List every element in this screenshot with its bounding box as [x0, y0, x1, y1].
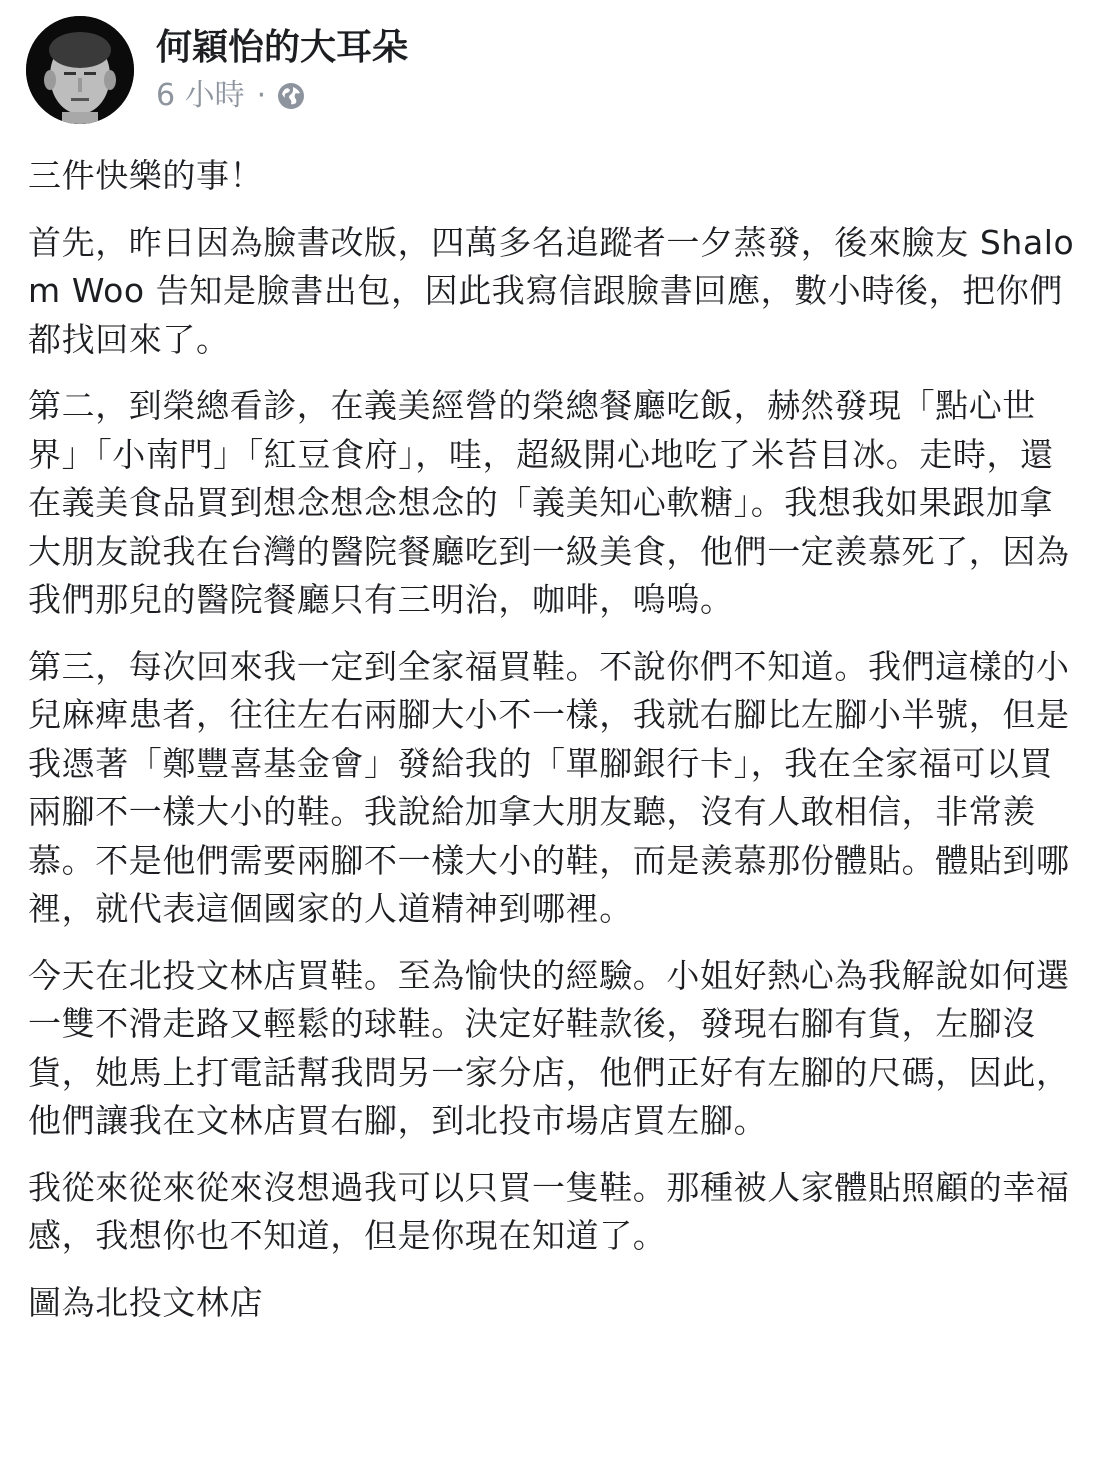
post-time[interactable]: 6 小時 [156, 78, 245, 113]
globe-icon[interactable] [276, 81, 306, 111]
post-meta [156, 76, 306, 116]
post-paragraph-2: 首先，昨日因為臉書改版，四萬多名追蹤者一夕蒸發，後來臉友 Shalom Woo 告知是臉書出包，因此我寫信跟臉書回應，數小時後，把你們都找回來了。 [28, 222, 1075, 359]
post-paragraph-3: 第二，到榮總看診，在義美經營的榮總餐廳吃飯，赫然發現「點心世界」「小南門」「紅豆食府」，哇，超級開心地吃了米苔目冰。走時，還在義美食品買到想念想念想念的「義美知心軟糖」。我想我如果跟加拿大朋友說我在台灣的醫院餐廳吃到一級美食，他們一定羨慕死了，因為我們那兒的醫院餐廳只有三明治，咖啡，嗚嗚。 [28, 386, 1070, 619]
post-paragraph-1: 三件快樂的事！ [28, 156, 264, 195]
post-paragraph-7: 圖為北投文林店 [28, 1282, 264, 1322]
avatar[interactable] [26, 16, 134, 124]
meta-separator: · [256, 78, 267, 113]
post-paragraph-6: 我從來從來從來沒想過我可以只買一隻鞋。那種被人家體貼照顧的幸福感，我想你也不知道，但是你現在知道了。 [28, 1167, 1070, 1255]
post-paragraph-4: 第三，每次回來我一定到全家福買鞋。不說你們不知道。我們這樣的小兒麻痺患者，往往左右兩腳大小不一樣，我就右腳比左腳小半號，但是我憑著「鄭豐喜基金會」發給我的「單腳銀行卡」，我在全家福可以買兩腳不一樣大小的鞋。我說給加拿大朋友聽，沒有人敢相信，非常羨慕。不是他們需要兩腳不一樣大小的鞋，而是羨慕那份體貼。體貼到哪裡，就代表這個國家的人道精神到哪裡。 [28, 646, 1070, 928]
post-body [28, 152, 1084, 1345]
author-name[interactable]: 何穎怡的大耳朵 [156, 27, 409, 68]
post-paragraph-5: 今天在北投文林店買鞋。至為愉快的經驗。小姐好熱心為我解說如何選一雙不滑走路又輕鬆的球鞋。決定好鞋款後，發現右腳有貨，左腳沒貨，她馬上打電話幫我問另一家分店，他們正好有左腳的尺碼，因此，他們讓我在文林店買右腳，到北投市場店買左腳。 [28, 955, 1070, 1140]
avatar-portrait-icon [26, 16, 134, 124]
post-header [26, 16, 1086, 122]
